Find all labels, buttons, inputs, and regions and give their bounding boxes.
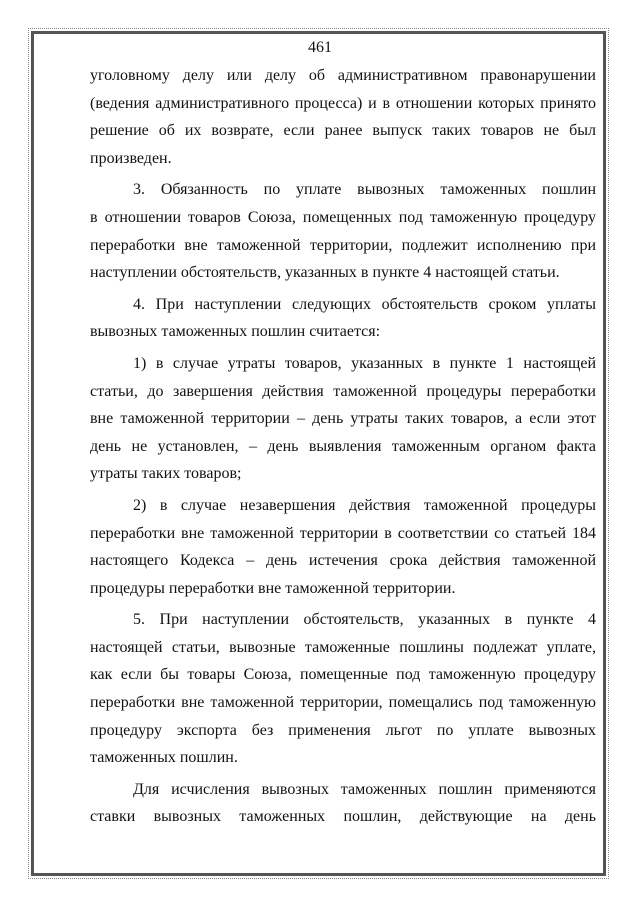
text-line: утраты таких товаров; <box>90 465 242 483</box>
text-line: уголовному делу или делу об административном правонарушении <box>90 67 596 84</box>
text-line: в отношении товаров Союза, помещенных под таможенную процедуру <box>90 208 596 226</box>
text-line: день не установлен, – день выявления таможенным органом факта <box>90 437 596 455</box>
paragraph-subitem-2 <box>90 492 596 602</box>
text-line: переработки вне таможенной территории, помещались под таможенную <box>90 694 596 712</box>
text-line: настоящего Кодекса – день истечения срока действия таможенной <box>90 552 596 570</box>
text-line: 5. При наступлении обстоятельств, указанных в пункте 4 <box>133 611 596 629</box>
paragraph-item-3 <box>90 176 596 286</box>
text-line: процедуры переработки вне таможенной территории. <box>90 579 456 597</box>
text-line: статьи, до завершения действия таможенной процедуры переработки <box>90 382 596 400</box>
text-line: вывозных таможенных пошлин считается: <box>90 323 381 341</box>
text-line: как если бы товары Союза, помещенные под таможенную процедуру <box>90 666 596 684</box>
page-number: 461 <box>308 39 332 56</box>
text-line: произведен. <box>90 149 172 167</box>
text-line: ставки вывозных таможенных пошлин, действующие на день <box>90 808 596 826</box>
text-line: переработки вне таможенной территории, подлежит исполнению при <box>90 236 596 254</box>
text-line: таможенных пошлин. <box>90 749 238 767</box>
text-line: настоящей статьи, вывозные таможенные пошлины подлежат уплате, <box>90 638 596 656</box>
paragraph-continuation <box>90 62 596 172</box>
text-line: Для исчисления вывозных таможенных пошлин применяются <box>133 780 596 798</box>
paragraph-item-4 <box>90 291 596 346</box>
paragraph-rates <box>90 776 596 831</box>
text-line: наступлении обстоятельств, указанных в пункте 4 настоящей статьи. <box>90 264 560 282</box>
text-line: 2) в случае незавершения действия таможенной процедуры <box>133 496 596 514</box>
text-line: 1) в случае утраты товаров, указанных в пункте 1 настоящей <box>133 354 596 372</box>
document-body <box>90 62 596 831</box>
paragraph-subitem-1 <box>90 350 596 488</box>
text-line: вне таможенной территории – день утраты таких товаров, а если этот <box>90 410 596 428</box>
text-line: процедуру экспорта без применения льгот по уплате вывозных <box>90 721 596 739</box>
text-line: решение об их возврате, если ранее выпуск таких товаров не был <box>90 122 596 140</box>
text-line: (ведения административного процесса) и в отношении которых принято <box>90 94 596 112</box>
paragraph-item-5 <box>90 606 596 772</box>
text-line: 4. При наступлении следующих обстоятельств сроком уплаты <box>133 295 596 313</box>
text-line: 3. Обязанность по уплате вывозных таможенных пошлин <box>133 181 596 199</box>
text-line: переработки вне таможенной территории в соответствии со статьей 184 <box>90 524 596 542</box>
